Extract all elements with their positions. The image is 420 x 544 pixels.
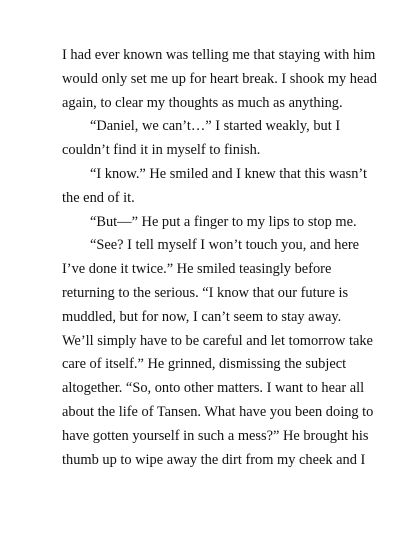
- text-line: “See? I tell myself I won’t touch you, and here: [90, 237, 360, 254]
- text-line: “Daniel, we can’t…” I started weakly, but I: [90, 118, 341, 135]
- text-line: about the life of Tansen. What have you been doing to: [62, 403, 374, 420]
- text-line: thumb up to wipe away the dirt from my cheek and I: [62, 451, 366, 468]
- page-body-text: [62, 44, 377, 472]
- text-line: I’ve done it twice.” He smiled teasingly before: [62, 261, 332, 278]
- text-line: have gotten yourself in such a mess?” He brought his: [62, 427, 369, 444]
- text-line: returning to the serious. “I know that our future is: [62, 284, 349, 301]
- text-line: care of itself.” He grinned, dismissing the subject: [62, 356, 347, 373]
- text-line: the end of it.: [62, 189, 135, 206]
- text-line: would only set me up for heart break. I shook my head: [62, 70, 377, 87]
- text-line: “But—” He put a finger to my lips to stop me.: [90, 213, 357, 230]
- text-line: muddled, but for now, I can’t seem to stay away.: [62, 308, 342, 325]
- text-line: “I know.” He smiled and I knew that this wasn’t: [90, 165, 367, 182]
- text-line: couldn’t find it in myself to finish.: [62, 142, 261, 159]
- text-line: We’ll simply have to be careful and let tomorrow take: [62, 332, 373, 349]
- text-line: altogether. “So, onto other matters. I want to hear all: [62, 380, 365, 397]
- text-line: again, to clear my thoughts as much as anything.: [62, 94, 343, 111]
- text-line: I had ever known was telling me that staying with him: [62, 47, 376, 63]
